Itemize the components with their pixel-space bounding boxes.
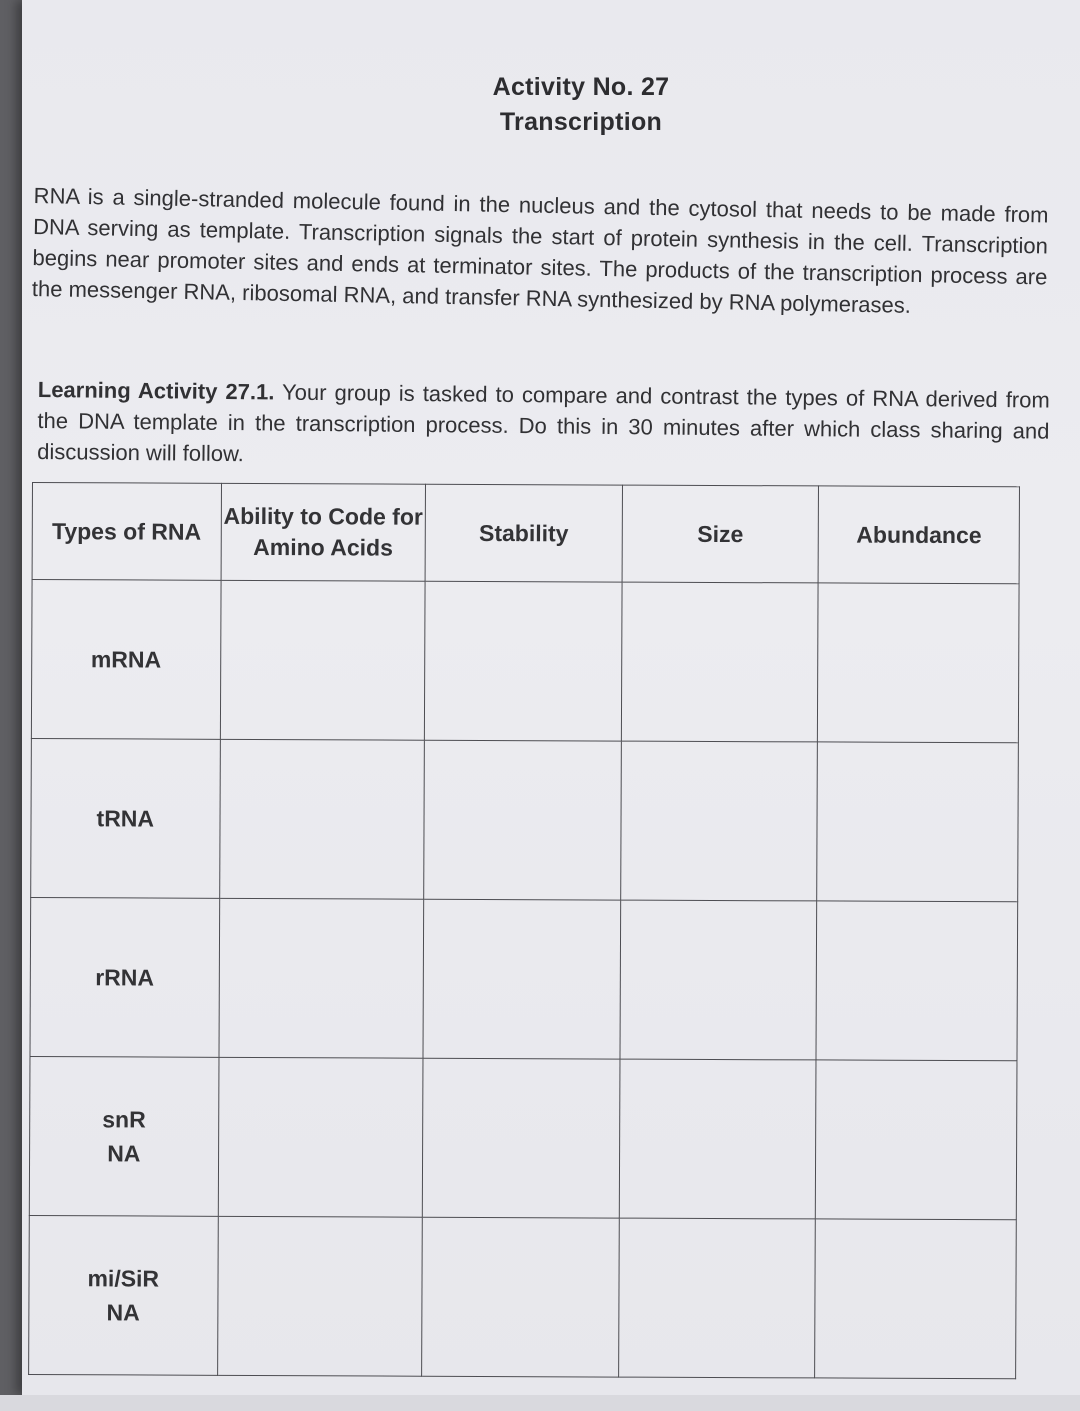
ability-cell[interactable] (219, 739, 424, 899)
stability-cell[interactable] (422, 1058, 619, 1218)
rna-type-cell: rRNA (30, 897, 219, 1057)
worksheet-page (22, 0, 1080, 1395)
size-cell[interactable] (619, 1059, 816, 1219)
abundance-cell[interactable] (816, 901, 1017, 1061)
stability-cell[interactable] (423, 899, 620, 1059)
ability-cell[interactable] (220, 580, 425, 740)
rna-comparison-table-wrap (28, 482, 1022, 1379)
ability-cell[interactable] (218, 1057, 423, 1217)
intro-paragraph: RNA is a single-stranded molecule found in the nucleus and the cytosol that needs to be made from DNA serving as template. Transcription signals the start of protein synthesis in the cell. Transcription begins near promoter sites and ends at terminator sites. The products of the transcription process are the messenger RNA, ribosomal RNA, and transfer RNA synthesized by RNA polymerases. (31, 182, 1049, 318)
size-cell[interactable] (618, 1218, 815, 1378)
activity-title: Transcription (499, 108, 663, 136)
size-cell[interactable] (621, 582, 818, 742)
rna-type-cell: mRNA (31, 580, 220, 740)
rna-type-cell: mi/SiR NA (29, 1215, 218, 1375)
stability-cell[interactable] (422, 1217, 619, 1377)
table-row (29, 1215, 1017, 1378)
ability-cell[interactable] (219, 898, 424, 1058)
abundance-cell[interactable] (816, 1060, 1017, 1220)
table-header-row (32, 483, 1019, 584)
stability-cell[interactable] (424, 740, 621, 900)
header-types-of-rna: Types of RNA (32, 483, 221, 581)
abundance-cell[interactable] (815, 1219, 1016, 1379)
table-row (29, 1056, 1017, 1219)
header-size: Size (622, 485, 819, 583)
abundance-cell[interactable] (818, 583, 1019, 743)
rna-type-cell: tRNA (31, 738, 220, 898)
ability-cell[interactable] (217, 1216, 422, 1376)
table-row (31, 738, 1019, 901)
size-cell[interactable] (620, 900, 817, 1060)
stability-cell[interactable] (425, 581, 622, 741)
abundance-cell[interactable] (817, 742, 1018, 902)
table-row (31, 580, 1019, 743)
activity-number: Activity No. 27 (492, 73, 670, 101)
learning-activity-text: Your group is tasked to compare and contrast the types of RNA derived from the DNA template in the transcription process. Do this in 30 minutes after which class sharing and discussion will follow. (37, 379, 1050, 467)
page-bottom-edge (0, 1395, 1080, 1411)
rna-type-cell: snR NA (29, 1056, 218, 1216)
rna-comparison-table (28, 482, 1020, 1379)
table-row (30, 897, 1018, 1060)
header-abundance: Abundance (818, 486, 1019, 584)
header-ability-to-code: Ability to Code for Amino Acids (221, 483, 426, 581)
header-stability: Stability (425, 484, 622, 582)
learning-activity-paragraph (37, 374, 1050, 478)
size-cell[interactable] (620, 741, 817, 901)
learning-activity-lead: Learning Activity 27.1. (37, 376, 275, 405)
title-block (22, 70, 1080, 140)
